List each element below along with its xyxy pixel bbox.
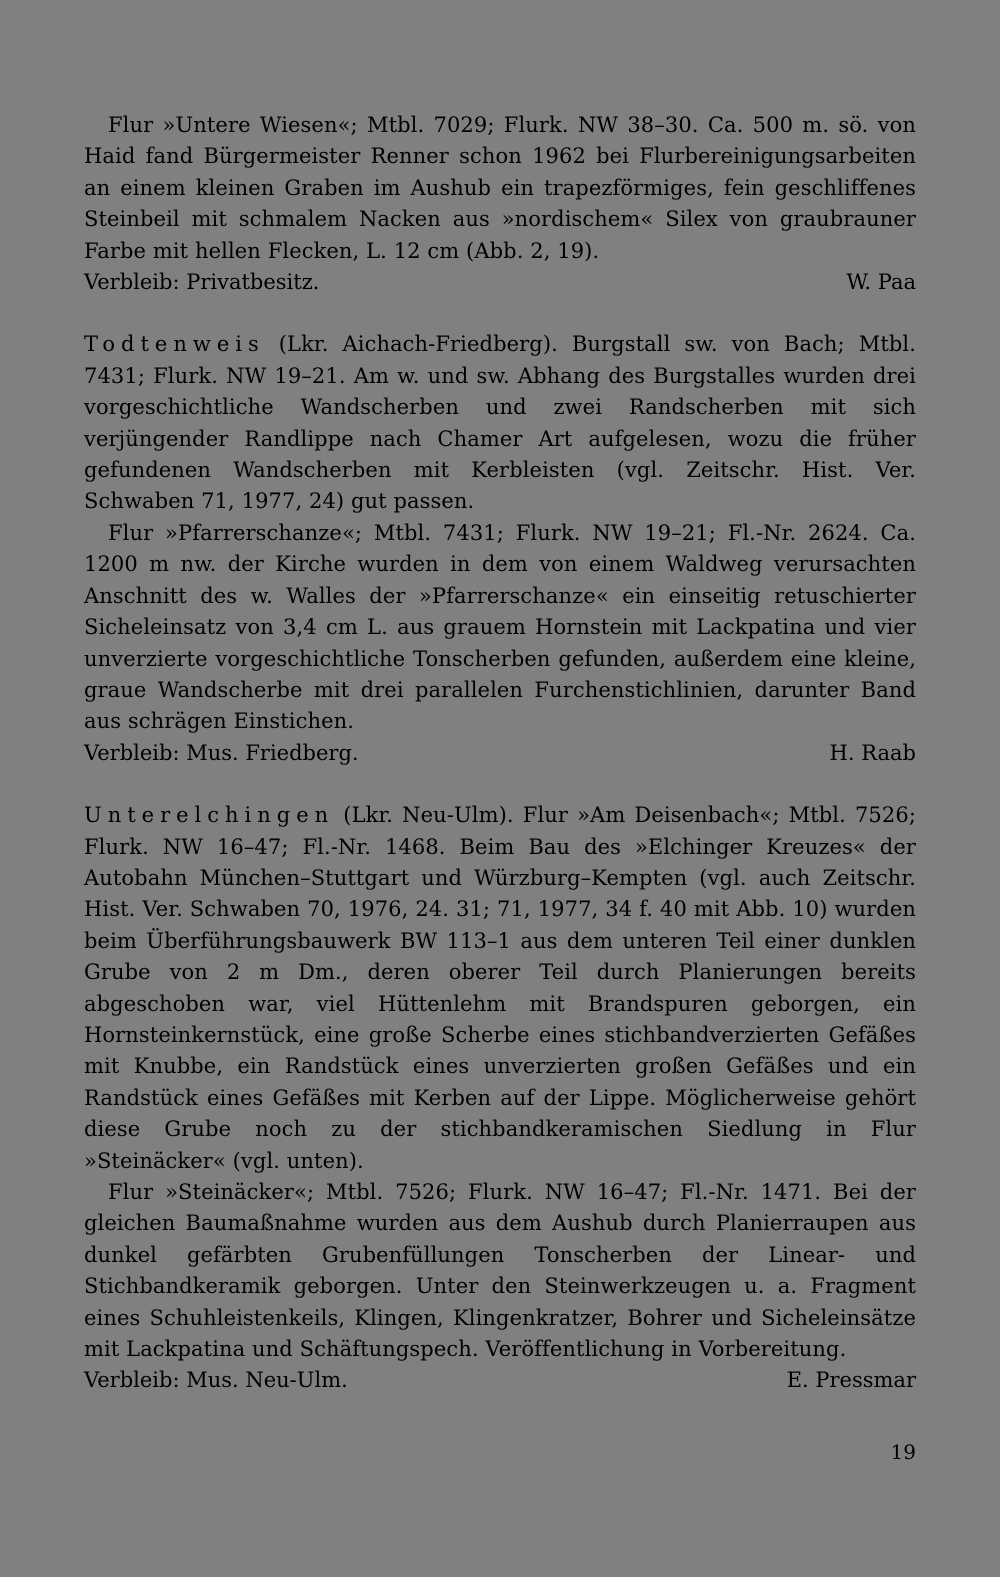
entry-unterelchingen	[84, 800, 916, 1397]
location-heading: Unterelchingen	[84, 803, 335, 828]
verbleib-note: Verbleib: Mus. Friedberg.	[84, 740, 359, 765]
lead-text: (Lkr. Neu-Ulm). Flur »Am Deisenbach«; Mtbl. 7526; Flurk. NW 16–47; Fl.-Nr. 1468. Beim Bau des »Elchinger Kreuzes« der Autobahn München–Stuttgart und Würzburg–Kempten (vgl. auch Zeitschr. Hist. Ver. Schwaben 70, 1976, 24. 31; 71, 1977, 34 f. 40 mit Abb. 10) wurden beim Überführungsbauwerk BW 113–1 aus dem unteren Teil einer dunklen Grube von 2 m Dm., deren oberer Teil durch Planierungen bereits abgeschoben war, viel Hüttenlehm mit Brandspuren geborgen, ein Hornsteinkernstück, eine große Scherbe eines stichbandverzierten Gefäßes mit Knubbe, ein Randstück eines unverzierten großen Gefäßes und ein Randstück eines Gefäßes mit Kerben auf der Lippe. Möglicherweise gehört diese Grube noch zu der stichbandkeramischen Siedlung in Flur »Steinäcker« (vgl. unten).	[84, 803, 916, 1173]
location-heading: Todtenweis	[84, 332, 265, 357]
verbleib-note: Verbleib: Privatbesitz.	[84, 270, 320, 295]
verbleib-note: Verbleib: Mus. Neu-Ulm.	[84, 1368, 348, 1393]
lead-paragraph	[84, 800, 916, 1177]
paragraph: Flur »Pfarrerschanze«; Mtbl. 7431; Flurk. NW 19–21; Fl.-Nr. 2624. Ca. 1200 m nw. der Kirche wurden in dem von einem Waldweg verursachten Anschnitt des w. Walles der »Pfarrerschanze« ein einseitig retuschierter Sicheleinsatz von 3,4 cm L. aus grauem Hornstein mit Lackpatina und vier unverzierte vorgeschichtliche Tonscherben gefunden, außerdem eine kleine, graue Wandscherbe mit drei parallelen Furchenstichlinien, darunter Band aus schrägen Einstichen.	[84, 520, 916, 734]
entry-footer	[84, 267, 916, 298]
paragraph: Flur »Steinäcker«; Mtbl. 7526; Flurk. NW 16–47; Fl.-Nr. 1471. Bei der gleichen Baumaßnahme wurden aus dem Aushub durch Planierraupen aus dunkel gefärbten Grubenfüllungen Tonscherben der Linear- und Stichbandkeramik geborgen. Unter den Steinwerkzeugen u. a. Fragment eines Schuhleistenkeils, Klingen, Klingenkratzer, Bohrer und Sicheleinsätze mit Lackpatina und Schäftungspech. Veröffentlichung in Vorbereitung.	[84, 1180, 916, 1362]
entry-footer	[84, 738, 916, 769]
paragraph: Flur »Untere Wiesen«; Mtbl. 7029; Flurk. NW 38–30. Ca. 500 m. sö. von Haid fand Bürgermeister Renner schon 1962 bei Flurbereinigungsarbeiten an einem kleinen Graben im Aushub ein trapezförmiges, fein geschliffenes Steinbeil mit schmalem Nacken aus »nordischem« Silex von graubrauner Farbe mit hellen Flecken, L. 12 cm (Abb. 2, 19).	[84, 113, 916, 263]
lead-paragraph	[84, 329, 916, 517]
entry-todtenweis	[84, 329, 916, 769]
page-body	[84, 110, 916, 1397]
author-signature: W. Paa	[846, 270, 916, 295]
author-signature: H. Raab	[829, 740, 916, 765]
entry-haid	[84, 110, 916, 298]
page-number: 19	[890, 1440, 916, 1464]
author-signature: E. Pressmar	[786, 1368, 916, 1393]
entry-footer	[84, 1365, 916, 1396]
lead-text: (Lkr. Aichach-Friedberg). Burgstall sw. von Bach; Mtbl. 7431; Flurk. NW 19–21. Am w. und sw. Abhang des Burgstalles wurden drei vorgeschichtliche Wandscherben und zwei Randscherben mit sich verjüngender Randlippe nach Chamer Art aufgelesen, wozu die früher gefundenen Wandscherben mit Kerbleisten (vgl. Zeitschr. Hist. Ver. Schwaben 71, 1977, 24) gut passen.	[84, 332, 916, 514]
